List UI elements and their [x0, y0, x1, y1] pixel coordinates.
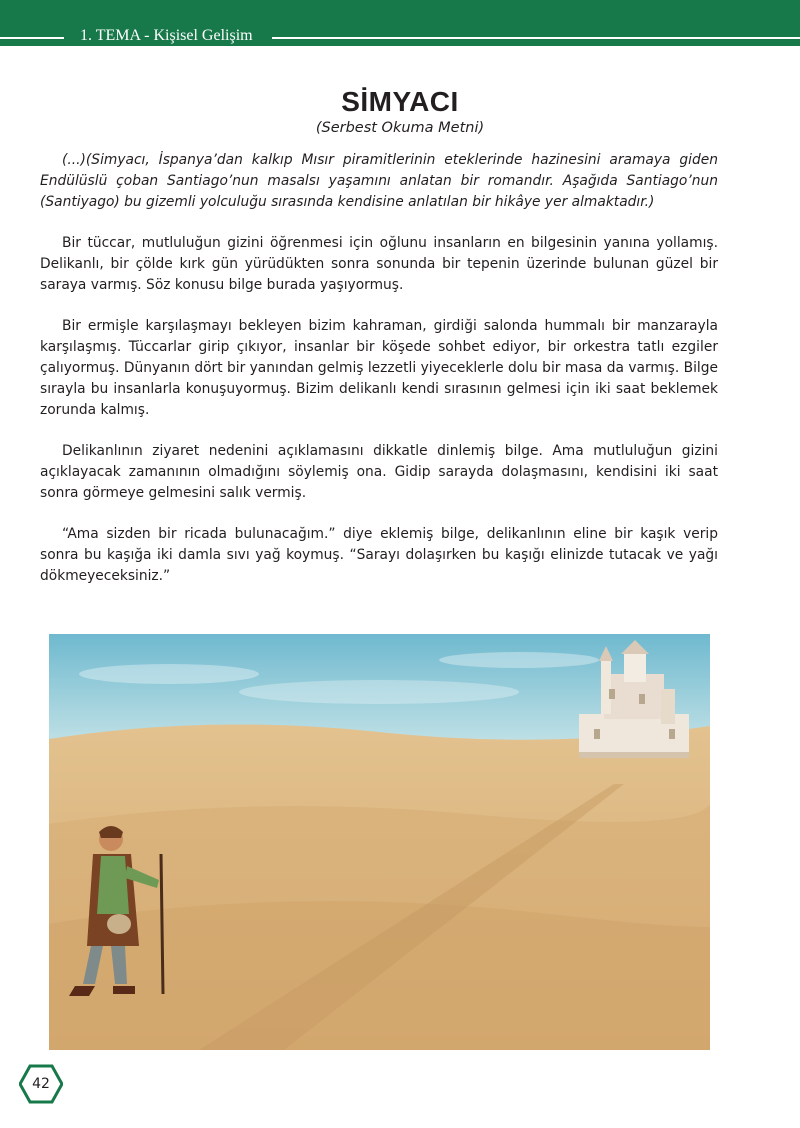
- desert-illustration: [49, 634, 710, 1050]
- story-paragraph: Bir tüccar, mutluluğun gizini öğrenmesi için oğlunu insanların en bilgesinin yanına yollamış. Delikanlı, bir çölde kırk gün yürüdükten sonra sonunda bir tepenin üzerinde bulunan güzel bir saraya varmış. Söz konusu bilge burada yaşıyormuş.: [40, 235, 718, 293]
- story-paragraph: Delikanlının ziyaret nedenini açıklamasını dikkatle dinlemiş bilge. Ama mutluluğun gizini açıklayacak zamanının olmadığını söylemiş ona. Gidip sarayda dolaşmasını, kendisini iki saat sonra görmeye gelmesini salık vermiş.: [40, 443, 718, 501]
- header-divider-left: [0, 37, 64, 39]
- cloud: [439, 652, 599, 668]
- page-number-badge: [19, 1064, 63, 1104]
- cloud: [79, 664, 259, 684]
- header-divider-right: [272, 37, 800, 39]
- dune: [49, 901, 710, 1050]
- story-paragraph: “Ama sizden bir ricada bulunacağım.” diye eklemiş bilge, delikanlının eline bir kaşık verip sonra bu kaşığa iki damla sıvı yağ koymuş. “Sarayı dolaşırken bu kaşığı elinizde tutacak ve yağı dökmeyeceksiniz.”: [40, 526, 718, 584]
- page-subtitle: (Serbest Okuma Metni): [315, 120, 485, 136]
- header-title: 1. TEMA - Kişisel Gelişim: [80, 27, 253, 44]
- article-body: [40, 150, 718, 607]
- page-number: 42: [32, 1076, 50, 1092]
- story-paragraph: Bir ermişle karşılaşmayı bekleyen bizim kahraman, girdiği salonda hummalı bir manzarayla karşılaşmış. Tüccarlar girip çıkıyor, insanlar bir köşede sohbet ediyor, bir orkestra tatlı ezgiler çalıyormuş. Dünyanın dört bir yanından gelmiş lezzetli yiyeceklerle dolu bir masa da varmış. Bilge sırayla bu insanlarla konuşuyormuş. Bizim delikanlı kendi sırasının gelmesi için iki saat beklemek zorunda kalmış.: [40, 318, 719, 418]
- desert-scene: [49, 634, 710, 1050]
- page-title: SİMYACI: [341, 86, 459, 117]
- cloud: [239, 680, 519, 704]
- intro-paragraph: (...)(Simyacı, İspanya’dan kalkıp Mısır piramitlerinin eteklerinde hazinesini aramaya giden Endülüslü çoban Santiago’nun masalsı yaşamını anlatan bir romandır. Aşağıda Santiago’nun (Santiyago) bu gizemli yolculuğu sırasında kendisine anlatılan bir hikâye yer almaktadır.): [40, 152, 718, 210]
